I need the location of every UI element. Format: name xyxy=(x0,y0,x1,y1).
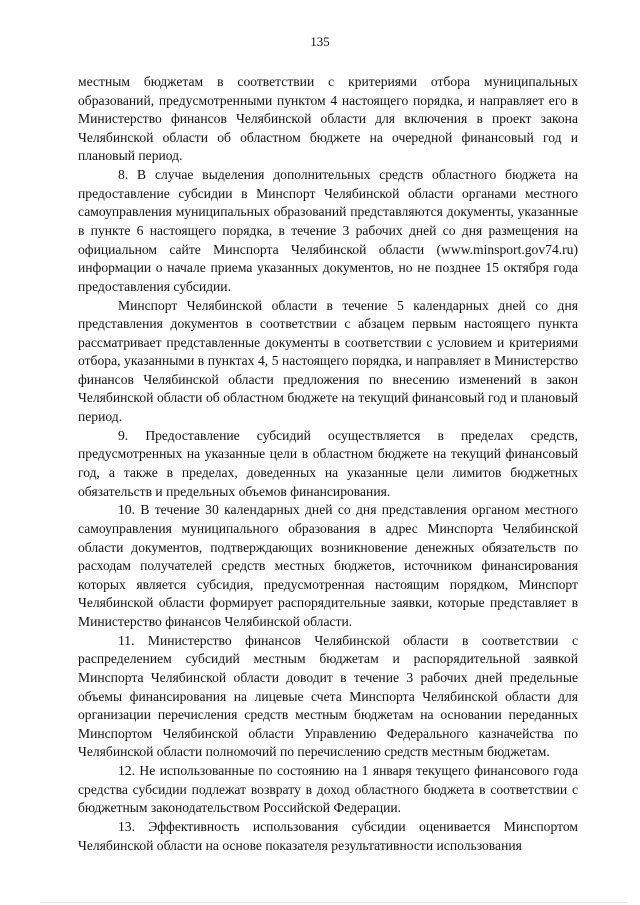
paragraph-12: 12. Не использованные по состоянию на 1 января текущего финансового года средства субсидии подлежат возврату в доход областного бюджета в соответствии с бюджетным законодательством Российской Федерации. xyxy=(78,763,578,816)
paragraph-9: 9. Предоставление субсидий осуществляется в пределах средств, предусмотренных на указанные цели в областном бюджете на текущий финансовый год, а также в пределах, доведенных на указанные цели лимитов бюджетных обязательств и предельных объемов финансирования. xyxy=(78,427,578,499)
paragraph-10: 10. В течение 30 календарных дней со дня представления органом местного самоуправления муниципального образования в адрес Минспорта Челябинской области документов, подтверждающих возникновение денежных обязательств по расходам получателей средств местных бюджетов, источником финансирования которых является субсидия, предусмотренная настоящим порядком, Минспорт Челябинской области формирует распорядительные заявки, которые представляет в Министерство финансов Челябинской области. xyxy=(78,502,578,629)
paragraph-13: 13. Эффективность использования субсидии оценивается Минспортом Челябинской области на основе показателя результативности использования xyxy=(78,819,578,853)
document-body xyxy=(78,73,578,855)
paragraph-continuation: местным бюджетам в соответствии с критериями отбора муниципальных образований, предусмотренными пунктом 4 настоящего порядка, и направляет его в Министерство финансов Челябинской области для включения в проект закона Челябинской области об областном бюджете на очередной финансовый год и плановый период. xyxy=(78,74,578,164)
page-bottom-edge xyxy=(40,902,628,903)
paragraph-8-part-2: Минспорт Челябинской области в течение 5 календарных дней со дня представления документов в соответствии с абзацем первым настоящего пункта рассматривает представленные документы в соответствии с условием и критериями отбора, указанными в пунктах 4, 5 настоящего порядка, и направляет в Министерство финансов Челябинской области предложения по внесению изменений в закон Челябинской области об областном бюджете на текущий финансовый год и плановый период. xyxy=(78,297,578,425)
page-number: 135 xyxy=(310,34,330,49)
paragraph-11: 11. Министерство финансов Челябинской области в соответствии с распределением субсидий местным бюджетам и распорядительной заявкой Минспорта Челябинской области доводит в течение 3 рабочих дней предельные объемы финансирования на лицевые счета Минспорта Челябинской области для организации перечисления средств местным бюджетам на основании переданных Минспортом Челябинской области Управлению Федерального казначейства по Челябинской области полномочий по перечислению средств местным бюджетам. xyxy=(78,632,578,760)
paragraph-8: 8. В случае выделения дополнительных средств областного бюджета на предоставление субсидии в Минспорт Челябинской области органами местного самоуправления муниципальных образований представляются документы, указанные в пункте 6 настоящего порядка, в течение 3 рабочих дней со дня размещения на официальном сайте Минспорта Челябинской области (www.minsport.gov74.ru) информации о начале приема указанных документов, но не позднее 15 октября года предоставления субсидии. xyxy=(78,167,578,294)
